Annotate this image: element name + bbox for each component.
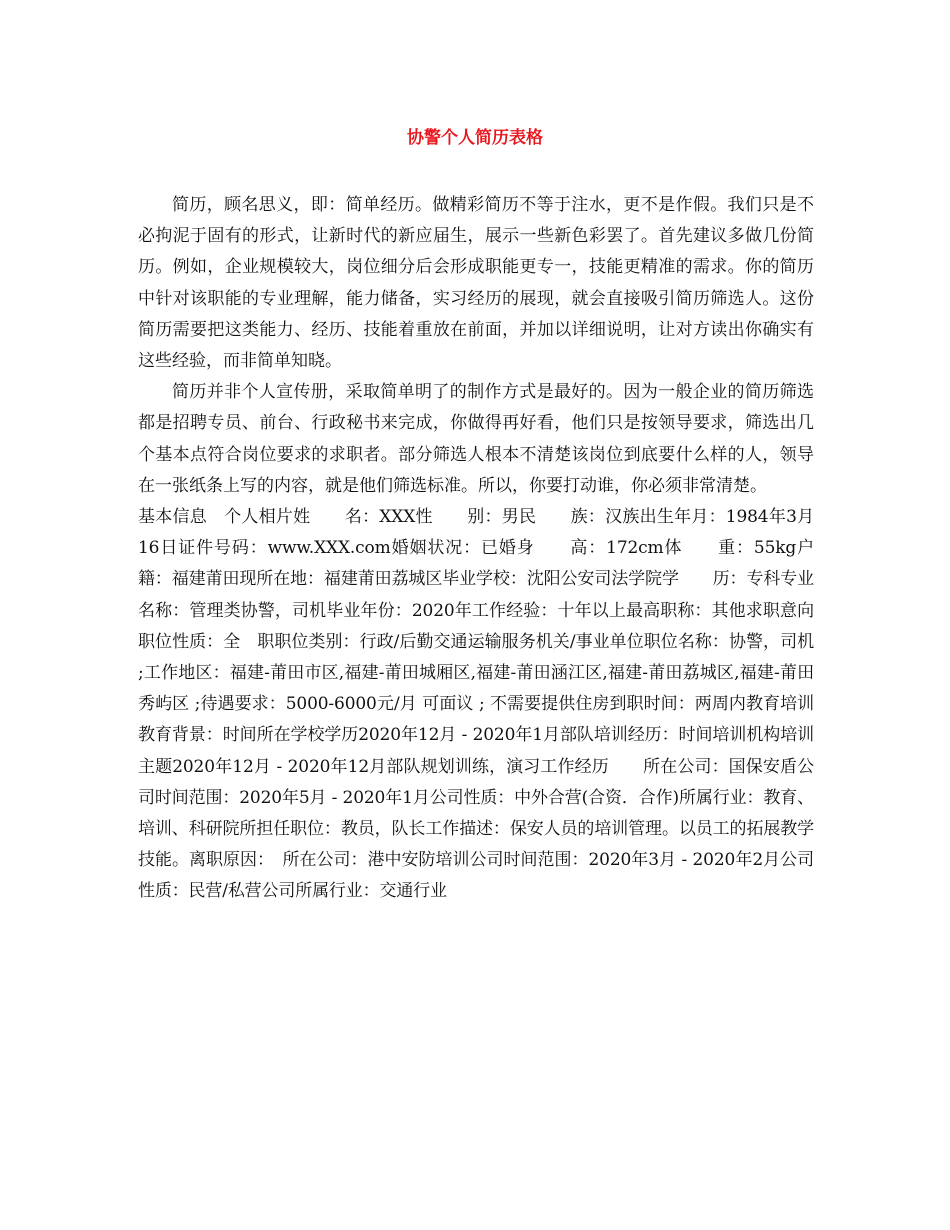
document-body bbox=[138, 190, 848, 908]
resume-info-block: 基本信息 个人相片姓 名：XXX性 别：男民 族：汉族出生年月：1984年3月16日证件号码：www.XXX.com婚姻状况：已婚身 高：172cm体 重：55kg户 籍：福建莆田现所在地：福建莆田荔城区毕业学校：沈阳公安司法学院学 历：专科专业名称：管理类协警，司机毕业年份：2020年工作经验：十年以上最高职称：其他求职意向 职位性质：全 职职位类别：行政/后勤交通运输服务机关/事业单位职位名称：协警，司机 ;工作地区：福建-莆田市区,福建-莆田城厢区,福建-莆田涵江区,福建-莆田荔城区,福建-莆田秀屿区 ;待遇要求：5000-6000元/月 可面议 ; 不需要提供住房到职时间：两周内教育培训 教育背景：时间所在学校学历2020年12月 - 2020年1月部队培训经历：时间培训机构培训主题2020年12月 - 2020年12月部队规划训练，演习工作经历 所在公司：国保安盾公司时间范围：2020年5月 - 2020年1月公司性质：中外合营(合资．合作)所属行业：教育、培训、科研院所担任职位：教员，队长工作描述：保安人员的培训管理。以员工的拓展教学技能。离职原因： 所在公司：港中安防培训公司时间范围：2020年3月 - 2020年2月公司性质：民营/私营公司所属行业：交通行业 bbox=[138, 507, 848, 902]
paragraph-1: 简历，顾名思义，即：简单经历。做精彩简历不等于注水，更不是作假。我们只是不必拘泥于固有的形式，让新时代的新应届生，展示一些新色彩罢了。首先建议多做几份简历。例如，企业规模较大，岗位细分后会形成职能更专一，技能更精准的需求。你的简历中针对该职能的专业理解，能力储备，实习经历的展现，就会直接吸引简历筛选人。这份简历需要把这类能力、经历、技能着重放在前面，并加以详细说明，让对方读出你确实有这些经验，而非简单知晓。 bbox=[138, 195, 814, 372]
paragraph-2: 简历并非个人宣传册，采取简单明了的制作方式是最好的。因为一般企业的简历筛选都是招聘专员、前台、行政秘书来完成，你做得再好看，他们只是按领导要求，筛选出几个基本点符合岗位要求的求职者。部分筛选人根本不清楚该岗位到底要什么样的人，领导在一张纸条上写的内容，就是他们筛选标准。所以，你要打动谁，你必须非常清楚。 bbox=[138, 382, 814, 496]
document-title: 协警个人简历表格 bbox=[407, 128, 543, 148]
